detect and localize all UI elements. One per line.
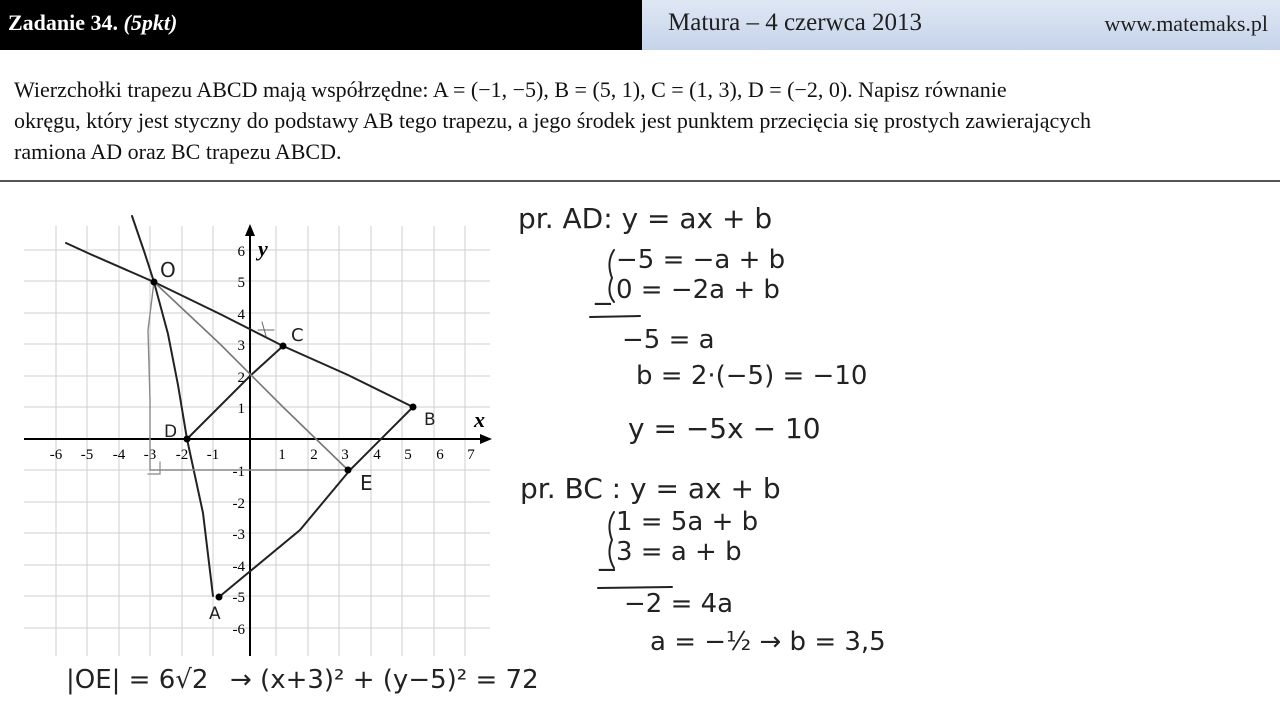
y-tick: 2 xyxy=(237,370,245,386)
website-url: www.matemaks.pl xyxy=(1104,11,1268,36)
x-tick: -5 xyxy=(80,447,94,463)
note-ad-line: y = −5x − 10 xyxy=(628,412,821,445)
note-distance: |OE| = 6√2 xyxy=(66,665,209,695)
note-bc-title: pr. BC : y = ax + b xyxy=(520,472,781,505)
x-tick: -3 xyxy=(143,447,157,463)
label-a: A xyxy=(209,604,221,624)
x-tick: 5 xyxy=(404,447,412,463)
point-c xyxy=(280,343,287,350)
rule-ad xyxy=(590,316,640,317)
x-tick: 2 xyxy=(310,447,318,463)
y-axis-label: y xyxy=(258,236,268,261)
x-tick: 4 xyxy=(373,447,381,463)
x-axis-label: x xyxy=(474,407,485,432)
x-tick: 6 xyxy=(436,447,444,463)
y-tick: -6 xyxy=(232,622,245,638)
graph-grid xyxy=(24,226,490,656)
x-tick-labels xyxy=(50,447,476,463)
label-c: C xyxy=(291,325,304,346)
note-bc-eq2: 3 = a + b xyxy=(616,537,742,567)
point-o xyxy=(151,279,158,286)
point-d xyxy=(184,436,191,443)
label-b: B xyxy=(424,410,436,430)
note-minus-1: − xyxy=(592,289,614,319)
note-ad-a: −5 = a xyxy=(622,325,715,355)
y-tick: -4 xyxy=(232,559,245,575)
note-bc-eq1: 1 = 5a + b xyxy=(616,507,759,537)
rule-bc xyxy=(598,587,672,588)
note-bc-b: a = −½ → b = 3,5 xyxy=(650,627,886,657)
x-tick: 7 xyxy=(467,447,475,463)
graph-axes xyxy=(24,224,492,656)
x-tick: -2 xyxy=(175,447,189,463)
task-label: Zadanie 34. xyxy=(8,10,119,35)
note-minus-2: − xyxy=(596,555,618,585)
note-ad-b: b = 2·(−5) = −10 xyxy=(636,361,868,391)
label-e: E xyxy=(360,471,373,495)
x-tick: -1 xyxy=(206,447,220,463)
y-tick: -1 xyxy=(232,464,245,480)
x-tick: -6 xyxy=(49,447,63,463)
label-d: D xyxy=(164,422,178,442)
y-tick: 1 xyxy=(237,401,245,417)
y-tick: 6 xyxy=(237,244,245,260)
note-circle-equation: → (x+3)² + (y−5)² = 72 xyxy=(230,665,539,695)
point-e xyxy=(345,467,352,474)
exam-date: Matura – 4 czerwca 2013 xyxy=(668,9,923,36)
y-tick-labels xyxy=(233,244,246,638)
x-tick: -4 xyxy=(112,447,126,463)
point-b xyxy=(410,404,417,411)
x-tick: 3 xyxy=(341,447,349,463)
y-tick: 4 xyxy=(237,307,245,323)
y-tick: -5 xyxy=(232,590,245,606)
label-o: O xyxy=(160,258,176,282)
note-ad-title: pr. AD: y = ax + b xyxy=(518,202,773,235)
y-tick: 5 xyxy=(237,275,245,291)
y-tick: -2 xyxy=(232,496,245,512)
problem-line-1: Wierzchołki trapezu ABCD mają współrzędne: A = (−1, −5), B = (5, 1), C = (1, 3), D = (−2, 0). Napisz równanie xyxy=(14,77,1007,102)
note-ad-eq1: −5 = −a + b xyxy=(616,245,786,275)
problem-line-3: ramiona AD oraz BC trapezu ABCD. xyxy=(14,139,342,164)
note-ad-eq2: 0 = −2a + b xyxy=(616,275,780,305)
note-bc-a: −2 = 4a xyxy=(624,589,734,619)
y-tick: 3 xyxy=(237,338,245,354)
task-points: (5pkt) xyxy=(123,10,178,35)
point-a xyxy=(216,594,223,601)
x-tick: 1 xyxy=(278,447,286,463)
problem-line-2: okręgu, który jest styczny do podstawy AB tego trapezu, a jego środek jest punktem przecięcia się prostych zawierających xyxy=(14,108,1092,133)
y-tick: -3 xyxy=(232,527,245,543)
